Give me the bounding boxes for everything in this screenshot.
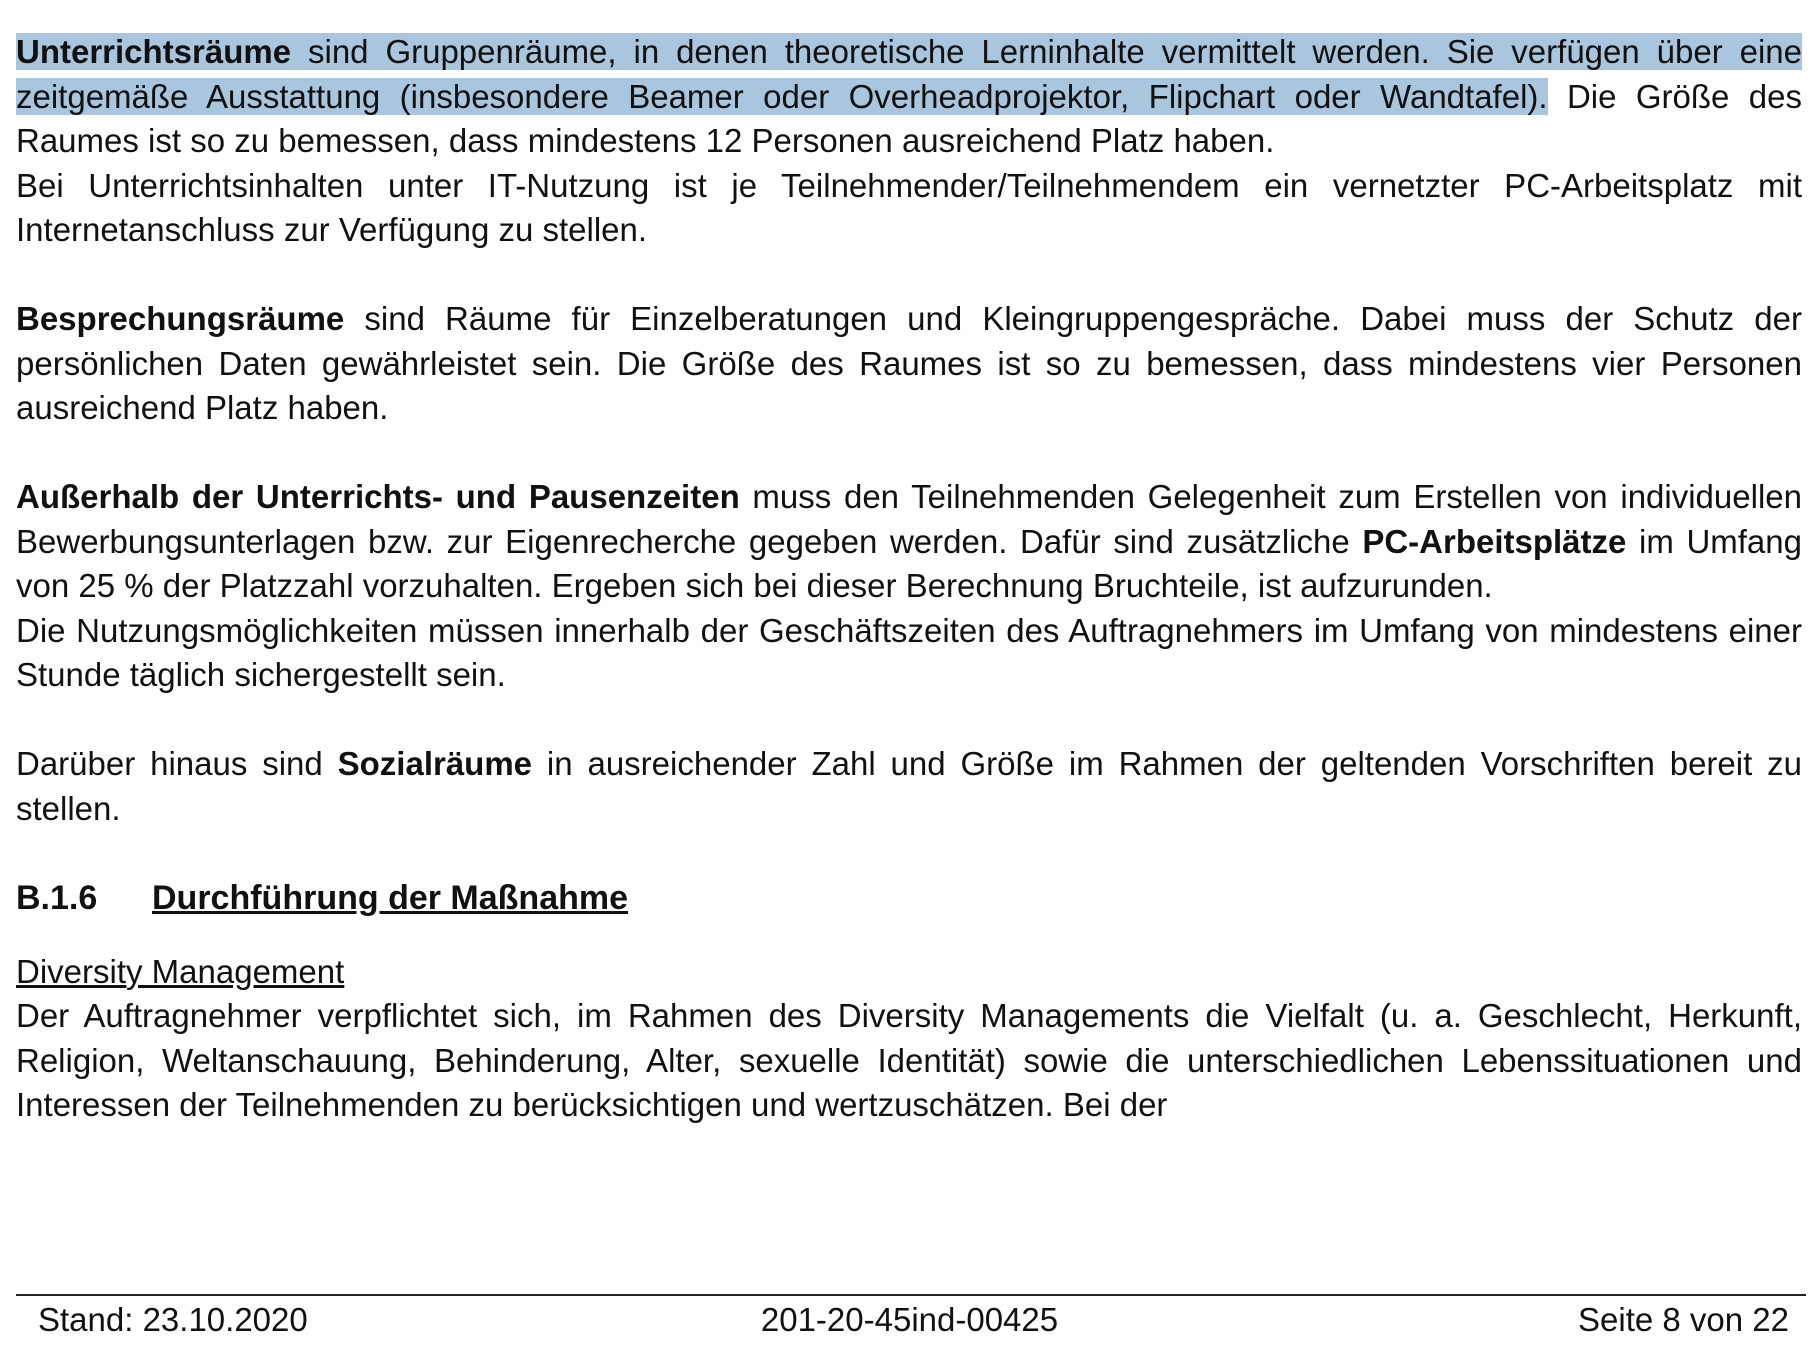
paragraph-diversity: Der Auftragnehmer verpflichtet sich, im Rahmen des Diversity Managements die Vielfalt (u. a. Geschlecht, Herkunft, Religion, Weltanschauung, Behinderung, Alter, sexuelle Identität) sowie die unterschiedlichen Lebenssituationen und Interessen der Teilnehmenden zu berücksichtigen und wertzuschätzen. Bei der xyxy=(16,997,1802,1123)
paragraph-ausserhalb xyxy=(16,475,1802,609)
footer-date: Stand: 23.10.2020 xyxy=(38,1301,308,1338)
term-besprechungsraeume: Besprechungsräume xyxy=(16,300,345,337)
term-unterrichtsraeume: Unterrichtsräume xyxy=(16,33,292,70)
text-selection-highlight[interactable] xyxy=(16,33,1802,115)
paragraph-text: muss den Teilnehmenden Gelegenheit zum Erstellen von individuellen Bewerbungsunterlagen bzw. zur Eigenrecherche gegeben werden. Dafür sind zusätzliche xyxy=(16,478,1802,560)
paragraph-text: sind Räume für Einzelberatungen und Kleingruppengespräche. Dabei muss der Schutz der persönlichen Daten gewährleistet sein. Die Größe des Raumes ist so zu bemessen, dass mindestens vier Personen ausreichend Platz haben. xyxy=(16,300,1802,426)
paragraph-text: im Umfang von 25 % der Platzzahl vorzuhalten. Ergeben sich bei dieser Berechnung Bruchteile, ist aufzurunden. xyxy=(16,522,1802,604)
section-title: Durchführung der Maßnahme xyxy=(152,878,629,917)
paragraph-gap xyxy=(16,698,1802,743)
term-pc-arbeitsplaetze: PC-Arbeitsplätze xyxy=(1362,522,1627,560)
footer-divider xyxy=(16,1294,1806,1296)
term-sozialraeume: Sozialräume xyxy=(337,745,533,782)
paragraph-besprechungsraeume xyxy=(16,297,1802,431)
paragraph-nutzungsmoeglichkeiten: Die Nutzungsmöglichkeiten müssen innerhalb der Geschäftszeiten des Auftragnehmers im Umfang von mindestens einer Stunde täglich sichergestellt sein. xyxy=(16,611,1802,693)
section-heading xyxy=(16,876,1802,920)
paragraph-text: in ausreichender Zahl und Größe im Rahmen der geltenden Vorschriften bereit zu stellen. xyxy=(16,745,1802,827)
subsection-title: Diversity Management xyxy=(16,952,345,990)
footer-page-number: Seite 8 von 22 xyxy=(1578,1301,1789,1338)
section-number: B.1.6 xyxy=(16,878,98,917)
paragraph-unterrichtsraeume xyxy=(16,30,1802,164)
paragraph-gap xyxy=(16,831,1802,876)
paragraph-text: Darüber hinaus sind xyxy=(16,745,338,782)
paragraph-gap xyxy=(16,431,1802,476)
footer-doc-id: 201-20-45ind-00425 xyxy=(760,1301,1059,1338)
paragraph-it-nutzung: Bei Unterrichtsinhalten unter IT-Nutzung ist je Teilnehmender/Teilnehmendem ein vernetzter PC-Arbeitsplatz mit Internetanschluss zur Verfügung zu stellen. xyxy=(16,166,1802,248)
document-page xyxy=(16,30,1802,1128)
paragraph-gap xyxy=(16,253,1802,298)
paragraph-text: Die Größe des Raumes ist so zu bemessen, dass mindestens 12 Personen ausreichend Platz haben. xyxy=(16,77,1803,159)
paragraph-sozialraeume xyxy=(16,742,1802,831)
term-ausserhalb: Außerhalb der Unterrichts- und Pausenzeiten xyxy=(16,478,740,515)
paragraph-gap xyxy=(16,920,1802,950)
highlighted-text: sind Gruppenräume, in denen theoretische Lerninhalte vermittelt werden. Sie verfügen über eine zeitgemäße Ausstattung (insbesondere Beamer oder Overheadprojektor, Flipchart oder Wandtafel). xyxy=(16,33,1802,115)
